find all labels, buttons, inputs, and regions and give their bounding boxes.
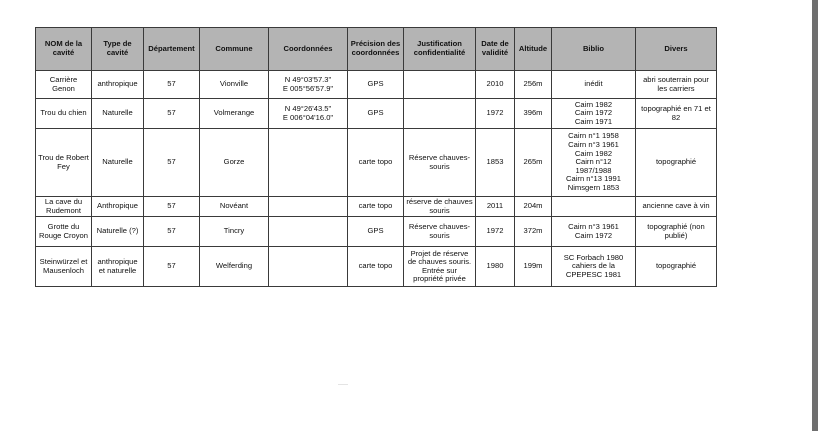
cell-date: 2011: [476, 197, 515, 217]
cell-divers: abri souterrain pour les carriers: [636, 71, 717, 99]
biblio-line: Cairn 1982: [574, 99, 613, 109]
biblio-line: cahiers de la: [571, 261, 616, 271]
header-departement: Département: [144, 28, 200, 71]
cell-altitude: 372m: [515, 217, 552, 247]
header-precision: Précision des coordonnées: [348, 28, 404, 71]
cell-departement: 57: [144, 129, 200, 197]
cell-biblio: [552, 247, 636, 287]
cell-nom: Carrière Genon: [36, 71, 92, 99]
cell-altitude: 265m: [515, 129, 552, 197]
cell-justification: Réserve chauves-souris: [404, 129, 476, 197]
cell-type: Anthropique: [92, 197, 144, 217]
cell-divers: topographié: [636, 129, 717, 197]
cell-precision: GPS: [348, 71, 404, 99]
coord-line: N 49°03'57.3": [284, 74, 332, 84]
table-row: [36, 129, 717, 197]
cell-precision: carte topo: [348, 247, 404, 287]
header-justification: Justification confidentialité: [404, 28, 476, 71]
table-row: [36, 247, 717, 287]
biblio-line: Cairn 1982: [574, 148, 613, 158]
cell-precision: GPS: [348, 99, 404, 129]
header-commune: Commune: [200, 28, 269, 71]
cavities-table: [35, 27, 717, 287]
cell-nom: Trou du chien: [36, 99, 92, 129]
cell-justification: réserve de chauves souris: [404, 197, 476, 217]
cell-justification: [404, 99, 476, 129]
page-mark: [338, 384, 348, 385]
cell-coordonnees: [269, 197, 348, 217]
cell-type: Naturelle: [92, 99, 144, 129]
cell-nom: Grotte du Rouge Croyon: [36, 217, 92, 247]
coord-line: E 005°56'57.9": [282, 83, 334, 93]
cell-biblio: [552, 217, 636, 247]
cell-coordonnees: [269, 71, 348, 99]
biblio-line: CPEPESC 1981: [565, 269, 622, 279]
cell-commune: Welferding: [200, 247, 269, 287]
cell-date: 2010: [476, 71, 515, 99]
cell-divers: topographié en 71 et 82: [636, 99, 717, 129]
cell-commune: Tincry: [200, 217, 269, 247]
cell-nom: Steinwürzel et Mausenloch: [36, 247, 92, 287]
cell-nom: Trou de Robert Fey: [36, 129, 92, 197]
cell-justification: Réserve chauves-souris: [404, 217, 476, 247]
header-type: Type de cavité: [92, 28, 144, 71]
biblio-line: Cairn 1972: [574, 230, 613, 240]
cell-biblio: [552, 71, 636, 99]
table-row: [36, 71, 717, 99]
cell-departement: 57: [144, 99, 200, 129]
cell-type: Naturelle (?): [92, 217, 144, 247]
cell-divers: topographié (non publié): [636, 217, 717, 247]
cell-date: 1980: [476, 247, 515, 287]
cell-altitude: 256m: [515, 71, 552, 99]
cell-precision: GPS: [348, 217, 404, 247]
cell-type: Naturelle: [92, 129, 144, 197]
cell-commune: Novéant: [200, 197, 269, 217]
biblio-line: Cairn n°12: [575, 157, 612, 167]
cell-coordonnees: [269, 99, 348, 129]
biblio-line: Cairn n°3 1961: [568, 222, 619, 232]
header-nom: NOM de la cavité: [36, 28, 92, 71]
cell-nom: La cave du Rudemont: [36, 197, 92, 217]
cell-coordonnees: [269, 129, 348, 197]
cell-altitude: 396m: [515, 99, 552, 129]
cell-precision: carte topo: [348, 129, 404, 197]
biblio-line: Cairn 1971: [574, 116, 613, 126]
cell-precision: carte topo: [348, 197, 404, 217]
table-row: [36, 99, 717, 129]
cell-coordonnees: [269, 217, 348, 247]
cell-date: 1972: [476, 217, 515, 247]
cell-coordonnees: [269, 247, 348, 287]
cell-altitude: 199m: [515, 247, 552, 287]
cell-departement: 57: [144, 247, 200, 287]
biblio-line: Nimsgern 1853: [567, 182, 620, 192]
cell-type: anthropique: [92, 71, 144, 99]
cell-departement: 57: [144, 217, 200, 247]
biblio-line: SC Forbach 1980: [563, 252, 624, 262]
cell-date: 1853: [476, 129, 515, 197]
cell-commune: Gorze: [200, 129, 269, 197]
cell-divers: ancienne cave à vin: [636, 197, 717, 217]
header-biblio: Biblio: [552, 28, 636, 71]
biblio-line: Cairn n°3 1961: [568, 140, 619, 150]
biblio-line: Cairn n°1 1958: [568, 131, 619, 141]
header-row: [36, 28, 717, 71]
biblio-line: inédit: [584, 79, 603, 89]
coord-line: E 006°04'16.0": [282, 112, 334, 122]
cell-commune: Volmerange: [200, 99, 269, 129]
header-coordonnees: Coordonnées: [269, 28, 348, 71]
table-row: [36, 217, 717, 247]
cell-justification: [404, 71, 476, 99]
header-divers: Divers: [636, 28, 717, 71]
cell-altitude: 204m: [515, 197, 552, 217]
table-header: [36, 28, 717, 71]
biblio-line: Cairn n°13 1991: [566, 174, 621, 184]
cell-divers: topographié: [636, 247, 717, 287]
biblio-line: 1987/1988: [575, 165, 612, 175]
cell-commune: Vionville: [200, 71, 269, 99]
cell-biblio: [552, 197, 636, 217]
cell-date: 1972: [476, 99, 515, 129]
cell-biblio: [552, 99, 636, 129]
cell-type: anthropique et naturelle: [92, 247, 144, 287]
cell-departement: 57: [144, 197, 200, 217]
header-altitude: Altitude: [515, 28, 552, 71]
cell-biblio: [552, 129, 636, 197]
table-row: [36, 197, 717, 217]
vertical-scrollbar[interactable]: [812, 0, 818, 431]
table-body: [36, 71, 717, 287]
coord-line: N 49°26'43.5": [284, 103, 332, 113]
header-date: Date de validité: [476, 28, 515, 71]
cell-departement: 57: [144, 71, 200, 99]
cell-justification: Projet de réserve de chauves souris. Entrée sur propriété privée: [404, 247, 476, 287]
biblio-line: Cairn 1972: [574, 108, 613, 118]
